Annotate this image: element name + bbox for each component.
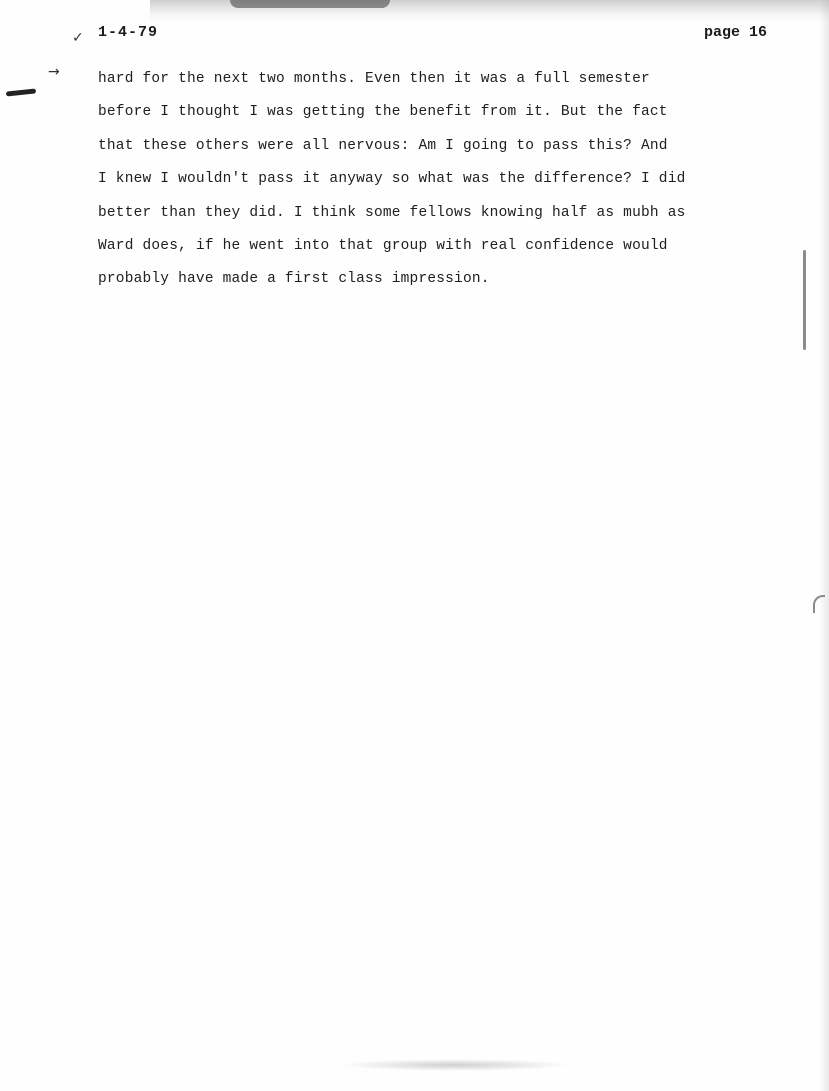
text-line: Ward does, if he went into that group with real confidence would [98,238,668,255]
scan-shadow-right [819,0,829,1091]
text-line: that these others were all nervous: Am I going to pass this? And [98,137,668,154]
text-line: hard for the next two months. Even then it was a full semester [98,71,650,87]
transcript-text [98,63,788,297]
page-header [0,22,829,46]
text-line: better than they did. I think some fellows knowing half as mubh as [98,204,686,221]
scan-edge-top [230,0,390,8]
text-line: I knew I wouldn't pass it anyway so what was the difference? I did [98,171,686,188]
text-line: before I thought I was getting the benefit from it. But the fact [98,104,668,121]
margin-arrow-icon: → [48,64,60,80]
scan-shadow-bottom [340,1059,570,1071]
document-date: 1-4-79 [98,24,159,41]
page-number: page 16 [704,24,768,41]
text-line: probably have made a first class impression. [98,271,490,288]
margin-mark [6,88,36,96]
margin-curve [813,595,825,613]
margin-line [803,250,806,350]
margin-tick-icon: ✓ [72,30,84,46]
